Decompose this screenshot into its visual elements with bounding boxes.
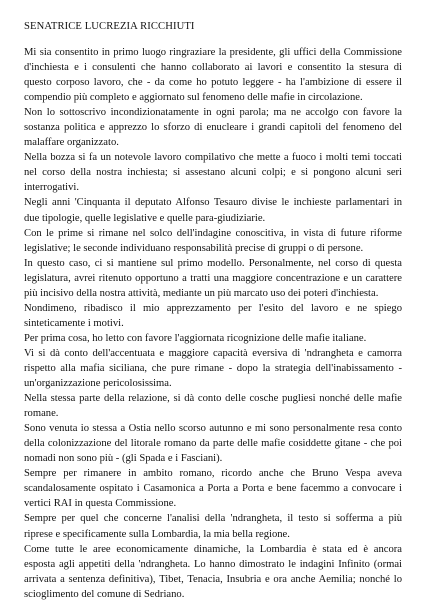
text-line: d'inchiesta e i consulenti che hanno collaborato ai lavori e consentito la stesura di [24, 62, 402, 74]
text-line: un'organizzazione pericolosissima. [24, 378, 172, 390]
text-line: legislatura, avrei ritenuto opportuno a tratti una maggiore concentrazione e un carattere [24, 272, 402, 284]
text-line: due tipologie, quelle legislative e quelle para-giudiziarie. [24, 212, 266, 224]
paragraph [24, 542, 402, 602]
text-line: nel corso della nostra inchiesta; si assestano alcuni colpi; e si pongono alcuni seri [24, 167, 402, 179]
text-line: In questo caso, ci si mantiene sul primo modello. Personalmente, nel corso di questa [24, 257, 402, 269]
document-title: SENATRICE LUCREZIA RICCHIUTI [24, 21, 195, 32]
paragraph [24, 421, 402, 466]
paragraph [24, 346, 402, 391]
text-line: malaffare organizzato. [24, 137, 119, 149]
paragraph [24, 301, 402, 331]
paragraph [24, 45, 402, 105]
text-line: Mi sia consentito in primo luogo ringraziare la presidente, gli uffici della Commissione [24, 47, 402, 58]
text-line: sostanza politica e apprezzo lo sforzo di enucleare i grandi capitoli del fenomeno del [24, 122, 402, 134]
text-line: romane. [24, 408, 59, 420]
text-line: Vi si dà conto dell'accentuata e maggiore capacità eversiva di 'ndrangheta e camorra [24, 347, 402, 359]
text-line: vertici RAI in questa Commissione. [24, 498, 177, 510]
text-line: più incisivo della nostra attività, mediante un più marcato uso dei poteri d'inchiesta. [24, 287, 379, 299]
text-line: Per prima cosa, ho letto con favore l'aggiornata ricognizione delle mafie italiane. [24, 332, 367, 344]
paragraph [24, 256, 402, 301]
text-line: legislative; le seconde individuano responsabilità precise di gruppi o di persone. [24, 242, 364, 254]
text-line: questo corposo lavoro, che - da come ho potuto leggere - ha l'ambizione di essere il [24, 77, 402, 89]
text-line: Sempre per quel che concerne l'analisi della 'ndrangheta, il testo si sofferma a più [24, 513, 402, 525]
text-line: rispetto alla mafia siciliana, che pure rimane - dopo la strategia dell'inabissamento - [24, 362, 402, 374]
text-line: Non lo sottoscrivo incondizionatamente in ogni parola; ma ne accolgo con favore la [24, 107, 402, 119]
text-line: arrivata a sentenza definitiva), Tibet, Tenacia, Insubria e ora anche Aemilia; nonché lo [24, 573, 402, 585]
paragraph [24, 150, 402, 195]
text-line: Nondimeno, ribadisco il mio apprezzamento per l'esito del lavoro e ne spiego [24, 302, 402, 314]
text-line: compendio più completo e aggiornato sul fenomeno delle mafie in circolazione. [24, 92, 363, 104]
text-line: Nella stessa parte della relazione, si dà conto delle cosche pugliesi nonché delle mafie [24, 393, 402, 405]
text-line: della colonizzazione del litorale romano da parte delle mafie cosiddette gitane - che poi [24, 438, 402, 450]
text-line: sinteticamente i motivi. [24, 317, 124, 329]
paragraph [24, 195, 402, 225]
text-line: esposta agli appetiti della 'ndrangheta. Lo hanno dimostrato le indagini Infinito (ormai [24, 558, 402, 570]
text-line: scioglimento del comune di Sedriano. [24, 588, 185, 600]
paragraph [24, 466, 402, 511]
text-line: Negli anni 'Cinquanta il deputato Alfonso Tesauro divise le inchieste parlamentari in [24, 197, 402, 209]
paragraph [24, 391, 402, 421]
text-line: riprese e specificamente sulla Lombardia, la mia bella regione. [24, 528, 290, 540]
paragraph [24, 226, 402, 256]
paragraph [24, 105, 402, 150]
paragraph [24, 511, 402, 541]
document-page [24, 20, 402, 602]
text-line: scandalosamente ospitato i Casamonica a Porta a Porta e bene facemmo a convocare i [24, 483, 402, 495]
text-line: Sempre per rimanere in ambito romano, ricordo anche che Bruno Vespa aveva [24, 468, 402, 480]
text-line: Come tutte le aree economicamente dinamiche, la Lombardia è stata ed è ancora [24, 543, 402, 555]
text-line: Con le prime si rimane nel solco dell'indagine conoscitiva, in vista di future riforme [24, 227, 402, 239]
text-line: nomadi non sono più - (gli Spada e i Fasciani). [24, 453, 223, 465]
text-line: Nella bozza si fa un notevole lavoro compilativo che mette a fuoco i molti temi toccati [24, 152, 402, 164]
document-body [24, 45, 402, 602]
paragraph [24, 331, 402, 346]
text-line: interrogativi. [24, 182, 80, 194]
text-line: Sono venuta io stessa a Ostia nello scorso autunno e mi sono personalmente resa conto [24, 423, 402, 435]
